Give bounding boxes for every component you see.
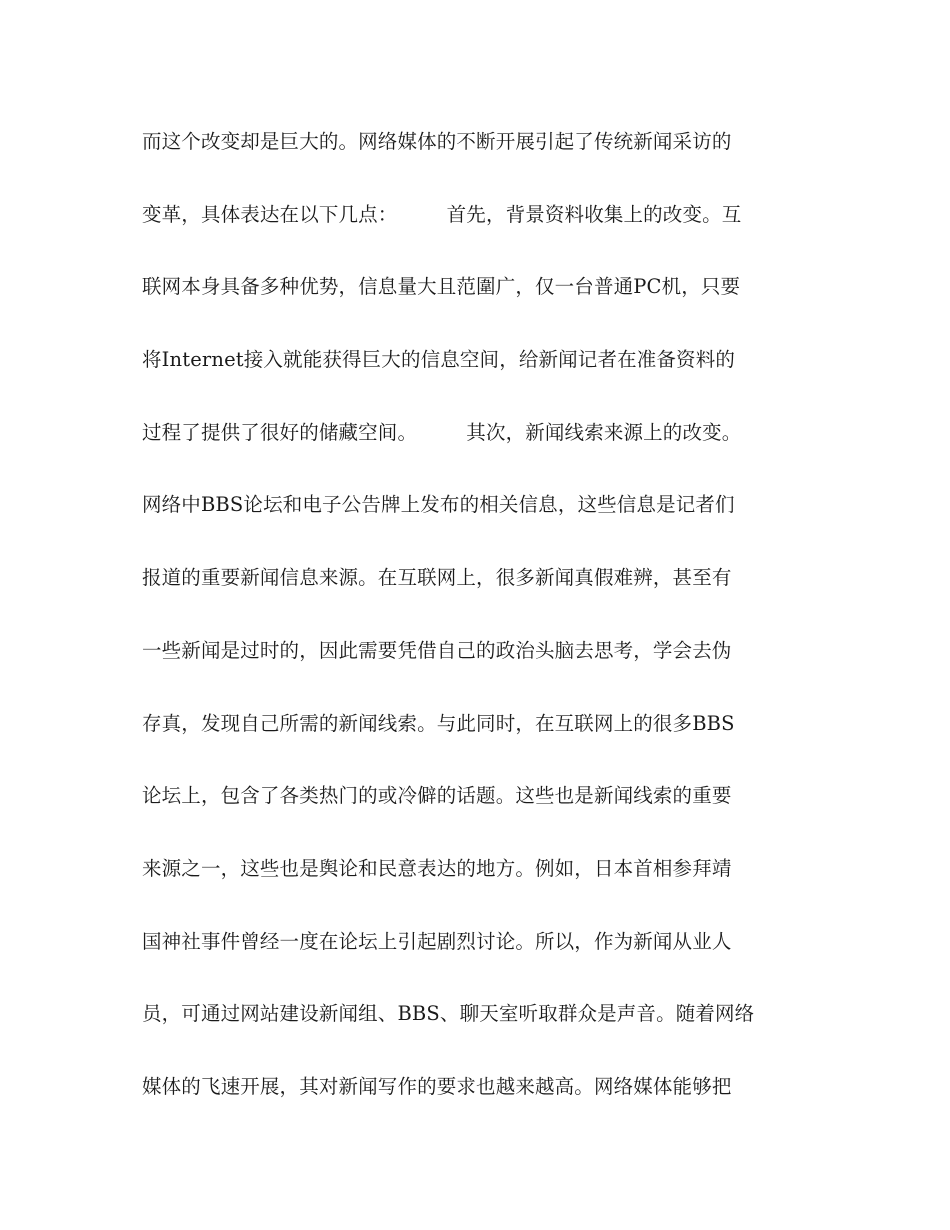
body-text bbox=[142, 121, 822, 1139]
text-line-1: 而这个改变却是巨大的。网络媒体的不断开展引起了传统新闻采访的 bbox=[142, 130, 732, 153]
text-line-2: 变革，具体表达在以下几点： 首先，背景资料收集上的改变。互 bbox=[142, 202, 742, 226]
text-line-14: 媒体的飞速开展，其对新闻写作的要求也越来越高。网络媒体能够把 bbox=[142, 1074, 732, 1098]
text-line-8: 一些新闻是过时的，因此需要凭借自己的政治头脑去思考，学会去伪 bbox=[142, 638, 732, 662]
text-line-3: 联网本身具备多种优势，信息量大且范圍广，仅一台普通PC机，只要 bbox=[142, 275, 741, 299]
text-line-7: 报道的重要新闻信息来源。在互联网上，很多新闻真假难辨，甚至有 bbox=[142, 566, 732, 590]
text-line-4: 将Internet接入就能获得巨大的信息空间，给新闻记者在准备资料的 bbox=[142, 348, 735, 372]
text-line-11: 来源之一，这些也是舆论和民意表达的地方。例如，日本首相参拜靖 bbox=[142, 856, 732, 880]
text-line-6: 网络中BBS论坛和电子公告牌上发布的相关信息，这些信息是记者们 bbox=[142, 493, 735, 517]
text-line-9: 存真，发现自己所需的新闻线索。与此同时，在互联网上的很多BBS bbox=[142, 711, 735, 735]
text-line-10: 论坛上，包含了各类热门的或冷僻的话题。这些也是新闻线索的重要 bbox=[142, 784, 732, 808]
text-line-13: 员，可通过网站建设新闻组、BBS、聊天室听取群众是声音。随着网络 bbox=[142, 1002, 755, 1026]
text-line-12: 国神社事件曾经一度在论坛上引起剧烈讨论。所以，作为新闻从业人 bbox=[142, 929, 732, 953]
text-line-5: 过程了提供了很好的储藏空间。 其次，新闻线索来源上的改变。 bbox=[142, 420, 742, 444]
